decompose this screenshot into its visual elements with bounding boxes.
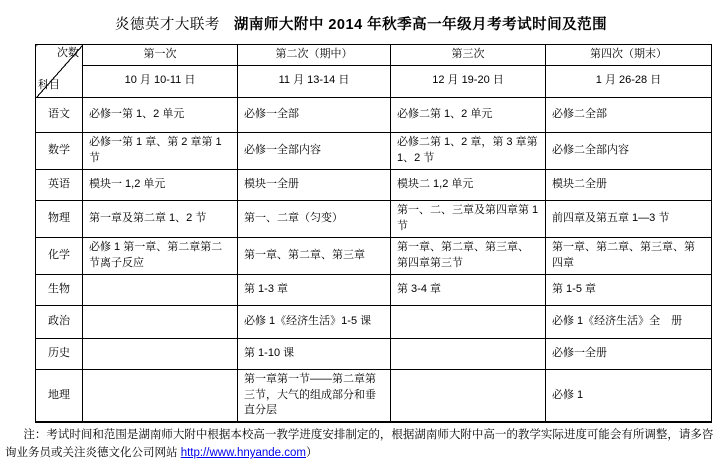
table-row	[36, 369, 712, 422]
scope-cell	[391, 338, 546, 369]
table-row	[36, 237, 712, 274]
exam-date-3: 12 月 19-20 日	[391, 65, 546, 97]
page-title	[0, 13, 722, 34]
scope-cell: 前四章及第五章 1—3 节	[546, 200, 712, 237]
col-header-2: 第二次（期中）	[238, 45, 391, 66]
table-row	[36, 338, 712, 369]
table-row	[36, 97, 712, 132]
subject-label: 政治	[36, 305, 83, 338]
subject-label: 英语	[36, 169, 83, 200]
scope-cell: 必修一第 1 章、第 2 章第 1 节	[83, 132, 238, 169]
header-row-dates	[36, 65, 712, 97]
scope-cell: 必修二第 1、2 章，第 3 章第 1、2 节	[391, 132, 546, 169]
title-main: 湖南师大附中 2014 年秋季高一年级月考考试时间及范围	[233, 17, 608, 33]
col-header-3: 第三次	[391, 45, 546, 66]
subject-label: 历史	[36, 338, 83, 369]
scope-cell: 第一章、第二章、第三章、第四章	[546, 237, 712, 274]
scope-cell	[83, 338, 238, 369]
scope-cell: 模块二全册	[546, 169, 712, 200]
scope-cell: 必修二全部	[546, 97, 712, 132]
subject-label: 生物	[36, 274, 83, 305]
scope-cell	[391, 305, 546, 338]
scope-cell: 第一章第一节——第二章第三节，大气的组成部分和垂直分层	[238, 369, 391, 422]
exam-date-2: 11 月 13-14 日	[238, 65, 391, 97]
scope-cell: 必修一第 1、2 单元	[83, 97, 238, 132]
scope-cell: 必修二全部内容	[546, 132, 712, 169]
scope-cell	[83, 369, 238, 422]
website-link[interactable]: http://www.hnyande.com	[180, 447, 306, 460]
scope-cell	[83, 274, 238, 305]
scope-cell: 必修 1《经济生活》全 册	[546, 305, 712, 338]
corner-label-session: 次数	[57, 47, 79, 59]
scope-cell: 必修 1《经济生活》1-5 课	[238, 305, 391, 338]
scope-cell: 必修一全部	[238, 97, 391, 132]
scope-cell: 模块一 1,2 单元	[83, 169, 238, 200]
table-row	[36, 274, 712, 305]
scope-cell: 必修 1 第一章、第二章第二节离子反应	[83, 237, 238, 274]
footnote-text: 注：考试时间和范围是湖南师大附中根据本校高一教学进度安排制定的，根据湖南师大附中高一的教学实际进度可能会有所调整，请多咨询业务员或关注炎德文化公司网站	[5, 429, 714, 460]
col-header-4: 第四次（期末）	[546, 45, 712, 66]
exam-date-1: 10 月 10-11 日	[83, 65, 238, 97]
subject-label: 地理	[36, 369, 83, 422]
scope-cell	[391, 369, 546, 422]
scope-cell: 第 1-10 课	[238, 338, 391, 369]
scope-cell: 必修二第 1、2 单元	[391, 97, 546, 132]
scope-cell: 第 1-3 章	[238, 274, 391, 305]
scope-cell: 第 1-5 章	[546, 274, 712, 305]
scope-cell: 第 3-4 章	[391, 274, 546, 305]
scope-cell: 第一、二、三章及第四章第 1 节	[391, 200, 546, 237]
corner-cell	[36, 45, 83, 98]
exam-date-4: 1 月 26-28 日	[546, 65, 712, 97]
subject-label: 数学	[36, 132, 83, 169]
scope-cell: 第一章及第二章 1、2 节	[83, 200, 238, 237]
table-row	[36, 200, 712, 237]
col-header-1: 第一次	[83, 45, 238, 66]
scope-cell: 第一、二章（匀变）	[238, 200, 391, 237]
header-row-session	[36, 45, 712, 66]
table-row	[36, 169, 712, 200]
table-row	[36, 305, 712, 338]
scope-cell: 第一章、第二章、第三章	[238, 237, 391, 274]
footnote	[5, 427, 717, 463]
scope-cell: 必修一全部内容	[238, 132, 391, 169]
scope-cell: 第一章、第二章、第三章、第四章第三节	[391, 237, 546, 274]
scope-cell: 必修 1	[546, 369, 712, 422]
table-row	[36, 132, 712, 169]
subject-label: 化学	[36, 237, 83, 274]
subject-label: 物理	[36, 200, 83, 237]
corner-label-subject: 科目	[38, 79, 60, 91]
subject-label: 语文	[36, 97, 83, 132]
scope-cell	[83, 305, 238, 338]
title-brand: 炎德英才大联考	[114, 17, 220, 33]
scope-cell: 模块二 1,2 单元	[391, 169, 546, 200]
exam-schedule-table	[35, 44, 712, 423]
footnote-closing: ）	[306, 447, 318, 460]
scope-cell: 模块一全册	[238, 169, 391, 200]
scope-cell: 必修一全册	[546, 338, 712, 369]
